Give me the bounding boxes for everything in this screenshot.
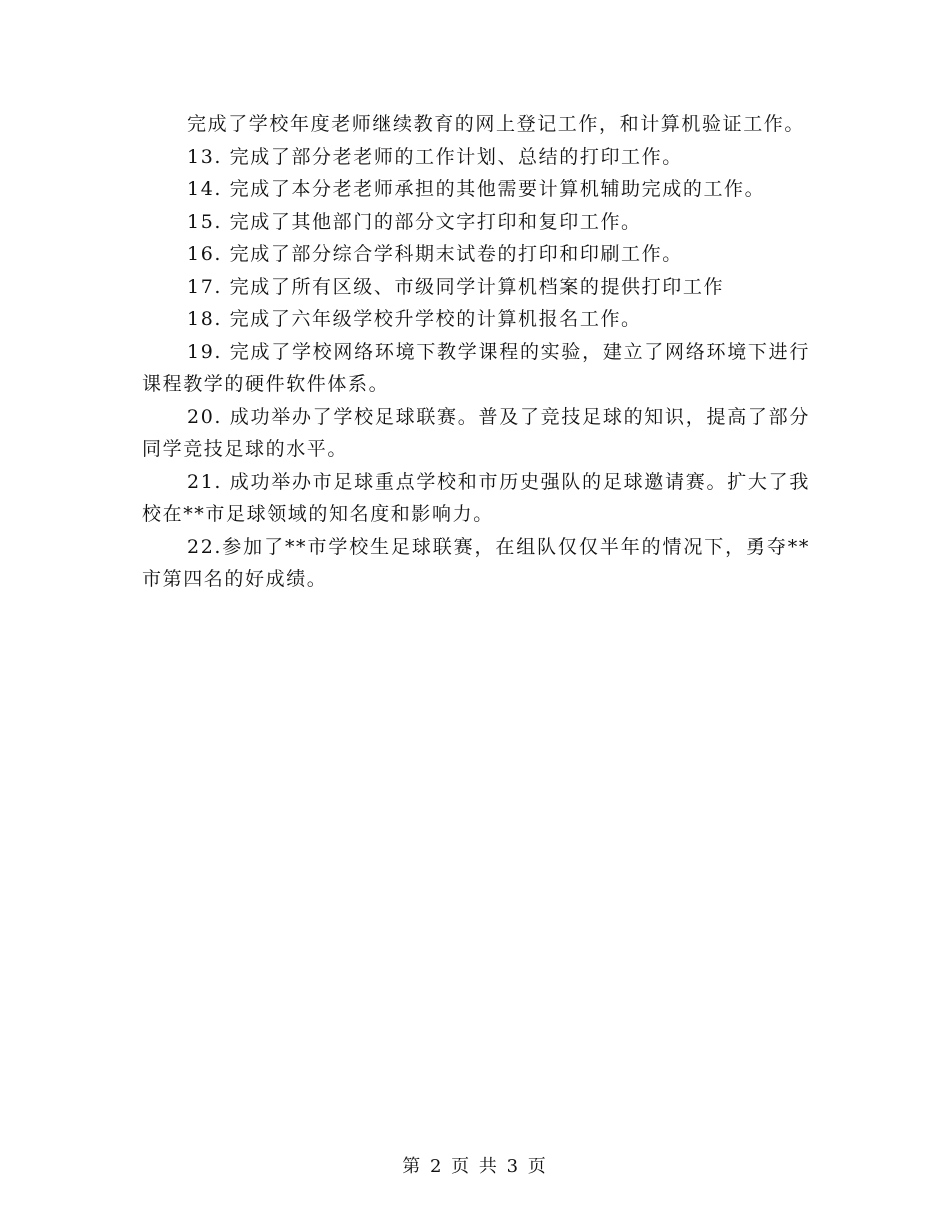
page-number-footer: 第 2 页 共 3 页 [402, 1156, 548, 1177]
document-body [142, 108, 810, 596]
paragraph: 22.参加了**市学校生足球联赛，在组队仅仅半年的情况下，勇夺**市第四名的好成绩。 [142, 535, 810, 590]
paragraph: 16. 完成了部分综合学科期末试卷的打印和印刷工作。 [187, 243, 683, 265]
paragraph: 21. 成功举办市足球重点学校和市历史强队的足球邀请赛。扩大了我校在**市足球领域的知名度和影响力。 [142, 470, 810, 525]
paragraph: 19. 完成了学校网络环境下教学课程的实验，建立了网络环境下进行课程教学的硬件软件体系。 [142, 340, 810, 395]
paragraph: 17. 完成了所有区级、市级同学计算机档案的提供打印工作 [187, 275, 725, 298]
paragraph: 20. 成功举办了学校足球联赛。普及了竞技足球的知识，提高了部分同学竞技足球的水平。 [142, 405, 810, 460]
paragraph: 15. 完成了其他部门的部分文字打印和复印工作。 [187, 210, 642, 233]
paragraph: 18. 完成了六年级学校升学校的计算机报名工作。 [187, 308, 642, 330]
paragraph: 14. 完成了本分老老师承担的其他需要计算机辅助完成的工作。 [187, 178, 766, 200]
paragraph: 完成了学校年度老师继续教育的网上登记工作，和计算机验证工作。 [187, 113, 806, 135]
paragraph: 13. 完成了部分老老师的工作计划、总结的打印工作。 [187, 145, 683, 168]
